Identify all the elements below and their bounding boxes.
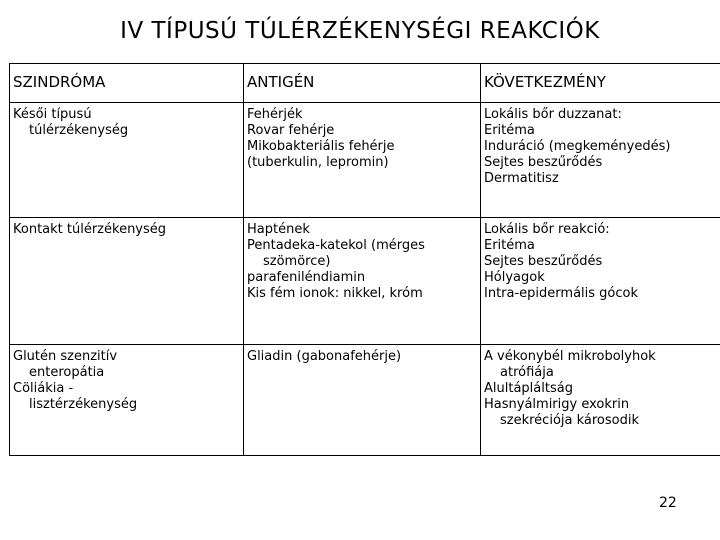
table-row	[10, 345, 720, 456]
cell-line: Fehérjék	[247, 107, 303, 122]
cell-line: túlérzékenység	[29, 123, 129, 138]
cell-line: (tuberkulin, lepromin)	[247, 155, 389, 170]
cell-line: Hasnyálmirigy exokrin	[484, 397, 630, 412]
cell-consequence	[481, 218, 720, 345]
cell-line: parafeniléndiamin	[247, 270, 366, 285]
cell-line: Kontakt túlérzékenység	[13, 222, 167, 237]
cell-line: atrófiája	[500, 365, 554, 380]
cell-line: Sejtes beszűrődés	[484, 254, 603, 269]
cell-line: szekréciója károsodik	[500, 413, 640, 428]
cell-line: Sejtes beszűrődés	[484, 155, 603, 170]
cell-antigen	[244, 103, 481, 218]
cell-line: Dermatitisz	[484, 171, 559, 186]
table-header-row	[10, 64, 720, 103]
cell-antigen	[244, 218, 481, 345]
cell-line: Késői típusú	[13, 107, 92, 122]
cell-line: Kis fém ionok: nikkel, króm	[247, 286, 423, 301]
cell-line: Haptének	[247, 222, 310, 237]
cell-line: Intra-epidermális gócok	[484, 286, 638, 301]
cell-line: Lokális bőr reakció:	[484, 222, 610, 237]
cell-line: Cöliákia -	[13, 381, 74, 396]
table-row	[10, 103, 720, 218]
page-number: 22	[659, 495, 677, 511]
cell-syndrome	[10, 218, 244, 345]
cell-consequence	[481, 103, 720, 218]
cell-line: Eritéma	[484, 123, 535, 138]
cell-line: Pentadeka-katekol (mérges	[247, 238, 425, 253]
reaction-table	[9, 63, 720, 456]
cell-syndrome	[10, 345, 244, 456]
cell-line: Hólyagok	[484, 270, 545, 285]
cell-line: Alultápláltság	[484, 381, 573, 396]
cell-line: Glutén szenzitív	[13, 349, 118, 364]
cell-line: Induráció (megkeményedés)	[484, 139, 671, 154]
header-antigen: ANTIGÉN	[244, 64, 481, 103]
cell-line: Eritéma	[484, 238, 535, 253]
cell-line: Rovar fehérje	[247, 123, 335, 138]
cell-line: Gliadin (gabonafehérje)	[247, 349, 402, 364]
header-syndrome: SZINDRÓMA	[10, 64, 244, 103]
cell-line: lisztérzékenység	[29, 397, 138, 412]
table-row	[10, 218, 720, 345]
cell-syndrome	[10, 103, 244, 218]
cell-line: szömörce)	[263, 254, 331, 269]
cell-consequence	[481, 345, 720, 456]
cell-line: enteropátia	[29, 365, 105, 380]
page-title: IV TÍPUSÚ TÚLÉRZÉKENYSÉGI REAKCIÓK	[120, 18, 600, 44]
cell-line: A vékonybél mikrobolyhok	[484, 349, 656, 364]
cell-line: Lokális bőr duzzanat:	[484, 107, 622, 122]
header-consequence: KÖVETKEZMÉNY	[481, 64, 720, 103]
cell-line: Mikobakteriális fehérje	[247, 139, 395, 154]
cell-antigen	[244, 345, 481, 456]
